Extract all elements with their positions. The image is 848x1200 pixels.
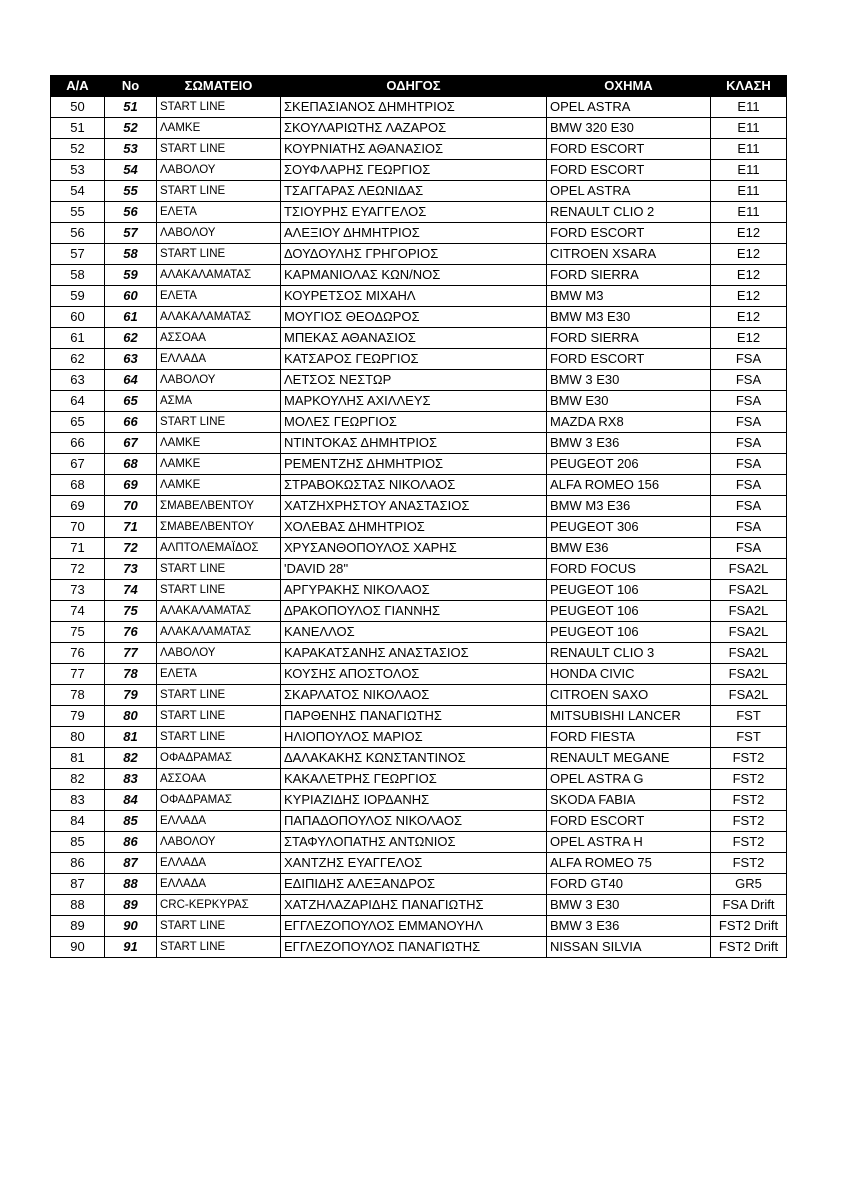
cell-class: E12	[711, 265, 787, 286]
cell-car: BMW M3 E30	[547, 307, 711, 328]
cell-club: START LINE	[157, 139, 281, 160]
cell-driver: ΜΑΡΚΟΥΛΗΣ ΑΧΙΛΛΕΥΣ	[281, 391, 547, 412]
cell-class: FSA Drift	[711, 895, 787, 916]
header-driver: ΟΔΗΓΟΣ	[281, 76, 547, 97]
cell-club: ΛΑΒΟΛΟΥ	[157, 643, 281, 664]
cell-car: BMW 320 E30	[547, 118, 711, 139]
table-row	[51, 412, 787, 433]
cell-driver: ΣΚΕΠΑΣΙΑΝΟΣ ΔΗΜΗΤΡΙΟΣ	[281, 97, 547, 118]
table-row	[51, 391, 787, 412]
cell-driver: ΡΕΜΕΝΤΖΗΣ ΔΗΜΗΤΡΙΟΣ	[281, 454, 547, 475]
cell-aa: 74	[51, 601, 105, 622]
cell-driver: ΑΡΓΥΡΑΚΗΣ ΝΙΚΟΛΑΟΣ	[281, 580, 547, 601]
cell-club: ΑΛΑΚΑΛΑΜΑΤΑΣ	[157, 601, 281, 622]
cell-no: 59	[105, 265, 157, 286]
cell-no: 79	[105, 685, 157, 706]
table-row	[51, 790, 787, 811]
cell-driver: ΜΠΕΚΑΣ ΑΘΑΝΑΣΙΟΣ	[281, 328, 547, 349]
cell-club: START LINE	[157, 727, 281, 748]
cell-no: 91	[105, 937, 157, 958]
cell-aa: 79	[51, 706, 105, 727]
cell-club: ΛΑΒΟΛΟΥ	[157, 223, 281, 244]
cell-club: ΕΛΛΑΔΑ	[157, 349, 281, 370]
cell-class: E12	[711, 286, 787, 307]
cell-no: 69	[105, 475, 157, 496]
table-row	[51, 580, 787, 601]
cell-club: ΛΑΒΟΛΟΥ	[157, 370, 281, 391]
table-row	[51, 118, 787, 139]
cell-driver: ΣΟΥΦΛΑΡΗΣ ΓΕΩΡΓΙΟΣ	[281, 160, 547, 181]
cell-car: MAZDA RX8	[547, 412, 711, 433]
cell-no: 66	[105, 412, 157, 433]
cell-class: E11	[711, 139, 787, 160]
cell-no: 63	[105, 349, 157, 370]
cell-class: FSA	[711, 349, 787, 370]
cell-driver: ΣΚΑΡΛΑΤΟΣ ΝΙΚΟΛΑΟΣ	[281, 685, 547, 706]
cell-class: FSA2L	[711, 580, 787, 601]
cell-club: ΛΑΜΚΕ	[157, 454, 281, 475]
cell-aa: 61	[51, 328, 105, 349]
cell-driver: ΗΛΙΟΠΟΥΛΟΣ ΜΑΡΙΟΣ	[281, 727, 547, 748]
cell-no: 58	[105, 244, 157, 265]
cell-car: OPEL ASTRA	[547, 97, 711, 118]
cell-no: 61	[105, 307, 157, 328]
table-row	[51, 706, 787, 727]
cell-aa: 90	[51, 937, 105, 958]
cell-no: 80	[105, 706, 157, 727]
cell-aa: 73	[51, 580, 105, 601]
cell-driver: ΚΑΚΑΛΕΤΡΗΣ ΓΕΩΡΓΙΟΣ	[281, 769, 547, 790]
cell-car: RENAULT MEGANE	[547, 748, 711, 769]
table-row	[51, 874, 787, 895]
cell-aa: 65	[51, 412, 105, 433]
cell-driver: ΛΕΤΣΟΣ ΝΕΣΤΩΡ	[281, 370, 547, 391]
cell-car: HONDA CIVIC	[547, 664, 711, 685]
cell-no: 84	[105, 790, 157, 811]
cell-aa: 87	[51, 874, 105, 895]
table-row	[51, 496, 787, 517]
cell-class: FSA2L	[711, 664, 787, 685]
cell-aa: 63	[51, 370, 105, 391]
table-row	[51, 916, 787, 937]
header-class: ΚΛΑΣΗ	[711, 76, 787, 97]
cell-car: FORD SIERRA	[547, 265, 711, 286]
table-row	[51, 433, 787, 454]
cell-club: CRC-ΚΕΡΚΥΡΑΣ	[157, 895, 281, 916]
cell-class: E12	[711, 244, 787, 265]
table-row	[51, 349, 787, 370]
cell-club: ΑΛΑΚΑΛΑΜΑΤΑΣ	[157, 622, 281, 643]
cell-class: FST2 Drift	[711, 916, 787, 937]
header-car: ΟΧΗΜΑ	[547, 76, 711, 97]
cell-no: 65	[105, 391, 157, 412]
cell-class: FSA	[711, 517, 787, 538]
cell-aa: 58	[51, 265, 105, 286]
cell-driver: ΚΟΥΡΝΙΑΤΗΣ ΑΘΑΝΑΣΙΟΣ	[281, 139, 547, 160]
cell-car: PEUGEOT 106	[547, 622, 711, 643]
table-row	[51, 811, 787, 832]
table-row	[51, 223, 787, 244]
header-no: No	[105, 76, 157, 97]
cell-car: BMW E30	[547, 391, 711, 412]
cell-club: ΑΛΑΚΑΛΑΜΑΤΑΣ	[157, 307, 281, 328]
cell-club: ΕΛΕΤΑ	[157, 664, 281, 685]
table-row	[51, 664, 787, 685]
cell-driver: ΜΟΛΕΣ ΓΕΩΡΓΙΟΣ	[281, 412, 547, 433]
cell-aa: 67	[51, 454, 105, 475]
cell-driver: ΠΑΡΘΕΝΗΣ ΠΑΝΑΓΙΩΤΗΣ	[281, 706, 547, 727]
table-row	[51, 139, 787, 160]
cell-car: BMW 3 E36	[547, 433, 711, 454]
cell-class: FST2	[711, 748, 787, 769]
cell-no: 86	[105, 832, 157, 853]
cell-class: FST	[711, 727, 787, 748]
cell-aa: 85	[51, 832, 105, 853]
header-row	[51, 76, 787, 97]
table-row	[51, 622, 787, 643]
cell-aa: 66	[51, 433, 105, 454]
table-row	[51, 286, 787, 307]
cell-aa: 89	[51, 916, 105, 937]
cell-class: FST2	[711, 853, 787, 874]
cell-club: START LINE	[157, 97, 281, 118]
header-club: ΣΩΜΑΤΕΙΟ	[157, 76, 281, 97]
cell-driver: ΚΑΤΣΑΡΟΣ ΓΕΩΡΓΙΟΣ	[281, 349, 547, 370]
cell-no: 56	[105, 202, 157, 223]
cell-driver: ΕΓΓΛΕΖΟΠΟΥΛΟΣ ΕΜΜΑΝΟΥΗΛ	[281, 916, 547, 937]
cell-no: 57	[105, 223, 157, 244]
cell-driver: ΧΑΝΤΖΗΣ ΕΥΑΓΓΕΛΟΣ	[281, 853, 547, 874]
cell-no: 77	[105, 643, 157, 664]
cell-no: 89	[105, 895, 157, 916]
cell-aa: 75	[51, 622, 105, 643]
cell-car: SKODA FABIA	[547, 790, 711, 811]
cell-driver: ΜΟΥΓΙΟΣ ΘΕΟΔΩΡΟΣ	[281, 307, 547, 328]
cell-class: FSA	[711, 475, 787, 496]
table-row	[51, 895, 787, 916]
entries-table	[50, 75, 787, 958]
cell-car: FORD GT40	[547, 874, 711, 895]
cell-club: ΑΣΣΟΑΑ	[157, 769, 281, 790]
cell-driver: ΣΤΡΑΒΟΚΩΣΤΑΣ ΝΙΚΟΛΑΟΣ	[281, 475, 547, 496]
cell-no: 70	[105, 496, 157, 517]
cell-club: ΣΜΑΒΕΛΒΕΝΤΟΥ	[157, 496, 281, 517]
cell-aa: 62	[51, 349, 105, 370]
table-row	[51, 538, 787, 559]
cell-driver: ΧΡΥΣΑΝΘΟΠΟΥΛΟΣ ΧΑΡΗΣ	[281, 538, 547, 559]
cell-class: FST2 Drift	[711, 937, 787, 958]
cell-driver: ΚΟΥΡΕΤΣΟΣ ΜΙΧΑΗΛ	[281, 286, 547, 307]
cell-driver: ΔΡΑΚΟΠΟΥΛΟΣ ΓΙΑΝΝΗΣ	[281, 601, 547, 622]
cell-class: FST2	[711, 832, 787, 853]
cell-club: ΣΜΑΒΕΛΒΕΝΤΟΥ	[157, 517, 281, 538]
cell-car: OPEL ASTRA	[547, 181, 711, 202]
cell-driver: ΔΑΛΑΚΑΚΗΣ ΚΩΝΣΤΑΝΤΙΝΟΣ	[281, 748, 547, 769]
cell-class: FST2	[711, 769, 787, 790]
cell-aa: 54	[51, 181, 105, 202]
table-row	[51, 601, 787, 622]
cell-driver: ΕΔΙΠΙΔΗΣ ΑΛΕΞΑΝΔΡΟΣ	[281, 874, 547, 895]
cell-car: FORD ESCORT	[547, 223, 711, 244]
table-row	[51, 97, 787, 118]
cell-driver: ΠΑΠΑΔΟΠΟΥΛΟΣ ΝΙΚΟΛΑΟΣ	[281, 811, 547, 832]
cell-aa: 80	[51, 727, 105, 748]
cell-club: ΕΛΛΑΔΑ	[157, 811, 281, 832]
cell-class: FSA	[711, 538, 787, 559]
cell-aa: 60	[51, 307, 105, 328]
table-body	[51, 97, 787, 958]
cell-car: OPEL ASTRA H	[547, 832, 711, 853]
cell-club: ΟΦΑΔΡΑΜΑΣ	[157, 748, 281, 769]
cell-class: FSA2L	[711, 685, 787, 706]
cell-class: FSA	[711, 412, 787, 433]
cell-aa: 55	[51, 202, 105, 223]
cell-class: FSA	[711, 454, 787, 475]
cell-driver: ΤΣΑΓΓΑΡΑΣ ΛΕΩΝΙΔΑΣ	[281, 181, 547, 202]
table-row	[51, 937, 787, 958]
cell-driver: ΣΚΟΥΛΑΡΙΩΤΗΣ ΛΑΖΑΡΟΣ	[281, 118, 547, 139]
cell-car: FORD FOCUS	[547, 559, 711, 580]
cell-club: START LINE	[157, 916, 281, 937]
cell-no: 71	[105, 517, 157, 538]
table-row	[51, 748, 787, 769]
cell-aa: 72	[51, 559, 105, 580]
cell-club: START LINE	[157, 937, 281, 958]
table-row	[51, 517, 787, 538]
cell-class: FSA	[711, 391, 787, 412]
cell-aa: 70	[51, 517, 105, 538]
cell-car: BMW 3 E30	[547, 370, 711, 391]
cell-aa: 57	[51, 244, 105, 265]
cell-club: ΛΑΜΚΕ	[157, 433, 281, 454]
cell-car: PEUGEOT 306	[547, 517, 711, 538]
cell-aa: 50	[51, 97, 105, 118]
cell-no: 90	[105, 916, 157, 937]
table-row	[51, 559, 787, 580]
cell-driver: ΚΑΡΑΚΑΤΣΑΝΗΣ ΑΝΑΣΤΑΣΙΟΣ	[281, 643, 547, 664]
cell-car: BMW M3	[547, 286, 711, 307]
cell-club: ΕΛΕΤΑ	[157, 286, 281, 307]
cell-aa: 84	[51, 811, 105, 832]
cell-class: E11	[711, 97, 787, 118]
cell-car: FORD FIESTA	[547, 727, 711, 748]
cell-driver: ΤΣΙΟΥΡΗΣ ΕΥΑΓΓΕΛΟΣ	[281, 202, 547, 223]
table-row	[51, 853, 787, 874]
cell-club: START LINE	[157, 706, 281, 727]
cell-class: FSA2L	[711, 643, 787, 664]
cell-car: RENAULT CLIO 2	[547, 202, 711, 223]
cell-car: BMW M3 E36	[547, 496, 711, 517]
cell-club: START LINE	[157, 244, 281, 265]
cell-club: START LINE	[157, 685, 281, 706]
cell-driver: ΧΑΤΖΗΛΑΖΑΡΙΔΗΣ ΠΑΝΑΓΙΩΤΗΣ	[281, 895, 547, 916]
table-header	[51, 76, 787, 97]
cell-class: E11	[711, 181, 787, 202]
cell-class: FSA2L	[711, 601, 787, 622]
cell-aa: 76	[51, 643, 105, 664]
cell-driver: ΝΤΙΝΤΟΚΑΣ ΔΗΜΗΤΡΙΟΣ	[281, 433, 547, 454]
cell-car: NISSAN SILVIA	[547, 937, 711, 958]
cell-class: E11	[711, 160, 787, 181]
table-row	[51, 181, 787, 202]
cell-car: FORD ESCORT	[547, 160, 711, 181]
cell-no: 85	[105, 811, 157, 832]
table-row	[51, 727, 787, 748]
cell-no: 88	[105, 874, 157, 895]
cell-aa: 81	[51, 748, 105, 769]
cell-no: 73	[105, 559, 157, 580]
cell-no: 60	[105, 286, 157, 307]
cell-no: 83	[105, 769, 157, 790]
cell-no: 53	[105, 139, 157, 160]
table-row	[51, 160, 787, 181]
cell-car: FORD ESCORT	[547, 349, 711, 370]
table-row	[51, 832, 787, 853]
cell-club: ΑΣΣΟΑΑ	[157, 328, 281, 349]
cell-driver: ΚΑΝΕΛΛΟΣ	[281, 622, 547, 643]
cell-car: ALFA ROMEO 75	[547, 853, 711, 874]
cell-car: BMW E36	[547, 538, 711, 559]
cell-class: FSA	[711, 496, 787, 517]
cell-club: ΑΛΠΤΟΛΕΜΑΪΔΟΣ	[157, 538, 281, 559]
cell-club: ΛΑΜΚΕ	[157, 475, 281, 496]
cell-club: START LINE	[157, 181, 281, 202]
table-row	[51, 454, 787, 475]
cell-car: PEUGEOT 206	[547, 454, 711, 475]
cell-aa: 56	[51, 223, 105, 244]
cell-aa: 86	[51, 853, 105, 874]
cell-no: 75	[105, 601, 157, 622]
cell-club: ΕΛΛΑΔΑ	[157, 853, 281, 874]
cell-aa: 83	[51, 790, 105, 811]
cell-car: PEUGEOT 106	[547, 601, 711, 622]
cell-no: 67	[105, 433, 157, 454]
cell-driver: ΧΑΤΖΗΧΡΗΣΤΟΥ ΑΝΑΣΤΑΣΙΟΣ	[281, 496, 547, 517]
table-row	[51, 307, 787, 328]
cell-driver: ΚΥΡΙΑΖΙΔΗΣ ΙΟΡΔΑΝΗΣ	[281, 790, 547, 811]
table-row	[51, 475, 787, 496]
header-aa: Α/Α	[51, 76, 105, 97]
cell-club: ΛΑΒΟΛΟΥ	[157, 832, 281, 853]
cell-club: ΛΑΜΚΕ	[157, 118, 281, 139]
cell-no: 68	[105, 454, 157, 475]
cell-class: FST	[711, 706, 787, 727]
cell-aa: 53	[51, 160, 105, 181]
cell-no: 81	[105, 727, 157, 748]
cell-car: OPEL ASTRA G	[547, 769, 711, 790]
cell-no: 55	[105, 181, 157, 202]
cell-car: PEUGEOT 106	[547, 580, 711, 601]
cell-no: 64	[105, 370, 157, 391]
cell-no: 74	[105, 580, 157, 601]
cell-aa: 51	[51, 118, 105, 139]
cell-aa: 82	[51, 769, 105, 790]
cell-no: 54	[105, 160, 157, 181]
cell-car: CITROEN XSARA	[547, 244, 711, 265]
cell-no: 82	[105, 748, 157, 769]
cell-class: E11	[711, 118, 787, 139]
cell-club: ΟΦΑΔΡΑΜΑΣ	[157, 790, 281, 811]
cell-aa: 68	[51, 475, 105, 496]
cell-no: 87	[105, 853, 157, 874]
cell-club: START LINE	[157, 559, 281, 580]
table-row	[51, 328, 787, 349]
cell-class: GR5	[711, 874, 787, 895]
cell-driver: ΕΓΓΛΕΖΟΠΟΥΛΟΣ ΠΑΝΑΓΙΩΤΗΣ	[281, 937, 547, 958]
cell-driver: ΚΟΥΣΗΣ ΑΠΟΣΤΟΛΟΣ	[281, 664, 547, 685]
cell-car: FORD ESCORT	[547, 811, 711, 832]
cell-club: ΕΛΕΤΑ	[157, 202, 281, 223]
cell-aa: 64	[51, 391, 105, 412]
cell-class: E12	[711, 307, 787, 328]
cell-driver: 'DAVID 28''	[281, 559, 547, 580]
table-row	[51, 685, 787, 706]
cell-no: 52	[105, 118, 157, 139]
cell-car: RENAULT CLIO 3	[547, 643, 711, 664]
cell-aa: 69	[51, 496, 105, 517]
cell-aa: 77	[51, 664, 105, 685]
cell-driver: ΚΑΡΜΑΝΙΟΛΑΣ ΚΩΝ/ΝΟΣ	[281, 265, 547, 286]
cell-class: E12	[711, 328, 787, 349]
cell-club: ΑΛΑΚΑΛΑΜΑΤΑΣ	[157, 265, 281, 286]
cell-club: ΕΛΛΑΔΑ	[157, 874, 281, 895]
cell-aa: 71	[51, 538, 105, 559]
cell-car: BMW 3 E36	[547, 916, 711, 937]
table-row	[51, 370, 787, 391]
cell-class: FSA	[711, 370, 787, 391]
table-row	[51, 202, 787, 223]
cell-class: FSA2L	[711, 559, 787, 580]
cell-class: FST2	[711, 811, 787, 832]
cell-no: 62	[105, 328, 157, 349]
cell-aa: 78	[51, 685, 105, 706]
table-row	[51, 769, 787, 790]
cell-driver: ΔΟΥΔΟΥΛΗΣ ΓΡΗΓΟΡΙΟΣ	[281, 244, 547, 265]
cell-club: ΛΑΒΟΛΟΥ	[157, 160, 281, 181]
cell-club: START LINE	[157, 580, 281, 601]
cell-no: 51	[105, 97, 157, 118]
cell-car: CITROEN SAXO	[547, 685, 711, 706]
cell-class: E11	[711, 202, 787, 223]
table-row	[51, 244, 787, 265]
cell-class: FST2	[711, 790, 787, 811]
cell-car: FORD ESCORT	[547, 139, 711, 160]
cell-car: BMW 3 E30	[547, 895, 711, 916]
cell-no: 78	[105, 664, 157, 685]
cell-car: ALFA ROMEO 156	[547, 475, 711, 496]
cell-car: FORD SIERRA	[547, 328, 711, 349]
cell-club: ΑΣΜΑ	[157, 391, 281, 412]
cell-car: MITSUBISHI LANCER	[547, 706, 711, 727]
cell-driver: ΑΛΕΞΙΟΥ ΔΗΜΗΤΡΙΟΣ	[281, 223, 547, 244]
cell-class: E12	[711, 223, 787, 244]
cell-no: 72	[105, 538, 157, 559]
cell-no: 76	[105, 622, 157, 643]
cell-class: FSA	[711, 433, 787, 454]
table-row	[51, 265, 787, 286]
cell-aa: 52	[51, 139, 105, 160]
cell-driver: ΧΟΛΕΒΑΣ ΔΗΜΗΤΡΙΟΣ	[281, 517, 547, 538]
cell-aa: 88	[51, 895, 105, 916]
table-row	[51, 643, 787, 664]
cell-driver: ΣΤΑΦΥΛΟΠΑΤΗΣ ΑΝΤΩΝΙΟΣ	[281, 832, 547, 853]
cell-club: START LINE	[157, 412, 281, 433]
cell-aa: 59	[51, 286, 105, 307]
cell-class: FSA2L	[711, 622, 787, 643]
